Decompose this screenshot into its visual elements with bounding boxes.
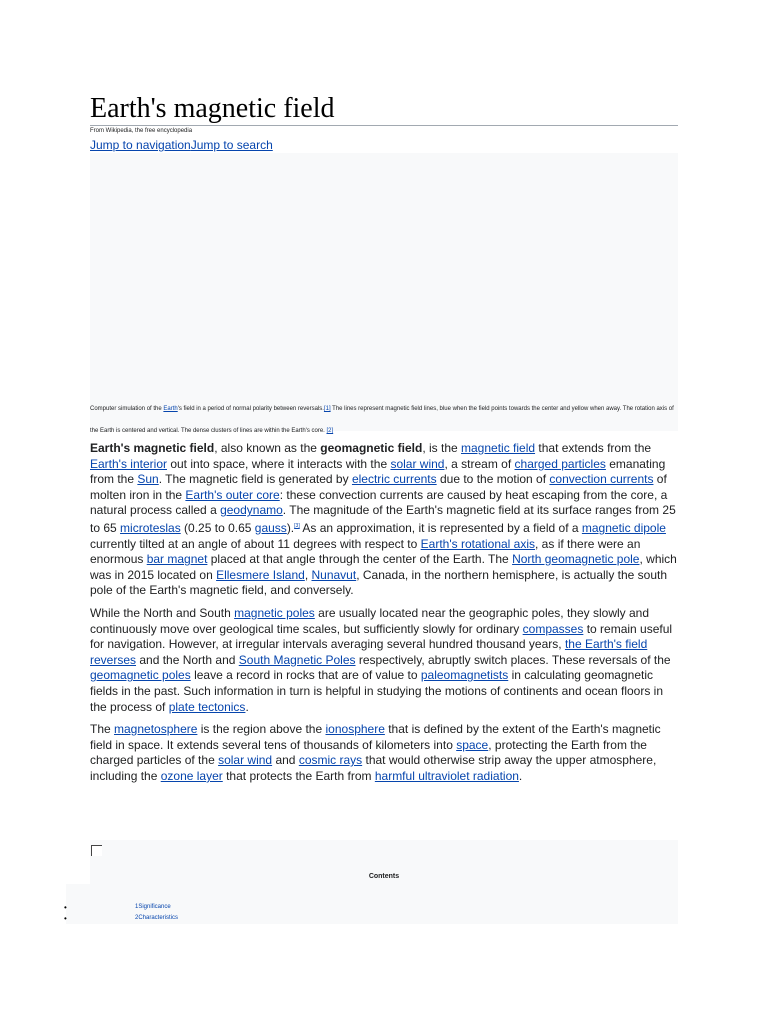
- article-body: [90, 441, 680, 791]
- link-earths-interior[interactable]: Earth's interior: [90, 456, 167, 471]
- link-magnetic-poles[interactable]: magnetic poles: [234, 605, 315, 620]
- link-microteslas[interactable]: microteslas: [120, 520, 181, 535]
- link-paleomagnetists[interactable]: paleomagnetists: [420, 668, 509, 683]
- link-harmful-uv[interactable]: harmful ultraviolet radiation: [374, 768, 519, 783]
- caption-ref-1[interactable]: [1]: [323, 406, 331, 412]
- bullet-icon: •: [64, 914, 67, 923]
- simulation-image[interactable]: [90, 153, 678, 431]
- link-plate-tectonics[interactable]: plate tectonics: [168, 699, 246, 714]
- link-geodynamo[interactable]: geodynamo: [220, 503, 283, 518]
- link-solar-wind[interactable]: solar wind: [390, 456, 445, 471]
- link-cosmic-rays[interactable]: cosmic rays: [298, 753, 363, 768]
- link-south-magnetic-poles[interactable]: South Magnetic Poles: [238, 652, 356, 667]
- paragraph-poles: While the North and South magnetic poles are usually located near the geographic poles, they slowly and continuously move over geological time scales, but sufficiently slowly for ordinary compasses to remain useful for navigation. However, at irregular intervals averaging several hundred thousand years, the Earth's field reverses and the North and South Magnetic Poles respectively, abruptly switch places. These reversals of the geomagnetic poles leave a record in rocks that are of value to paleomagnetists in calculating geomagnetic fields in the past. Such information in turn is helpful in studying the motions of continents and ocean floors in the process of plate tectonics.: [90, 605, 673, 714]
- link-bar-magnet[interactable]: bar magnet: [146, 552, 208, 567]
- jump-links: [90, 138, 273, 152]
- link-gauss[interactable]: gauss: [254, 520, 287, 535]
- caption-link-earth[interactable]: Earth: [163, 406, 178, 412]
- toc-toggle-checkbox[interactable]: [91, 845, 102, 856]
- image-caption: Computer simulation of the Earth's field in a period of normal polarity between reversals.[1] The lines represent magnetic field lines, blue when the field points towards the center and yellow when away. The rotation axis of the Earth is centered and vertical. The dense clusters of lines are within the Earth's core. [2]: [90, 406, 674, 434]
- toc-title: Contents: [368, 873, 400, 880]
- site-tagline: From Wikipedia, the free encyclopedia: [90, 128, 193, 134]
- link-rotational-axis[interactable]: Earth's rotational axis: [420, 536, 536, 551]
- toc-item-significance[interactable]: 1Significance: [135, 904, 171, 910]
- link-field-reverses[interactable]: the Earth's field reverses: [90, 637, 648, 667]
- caption-ref-2[interactable]: [2]: [326, 428, 334, 434]
- paragraph-intro: Earth's magnetic field, also known as the geomagnetic field, is the magnetic field that extends from the Earth's interior out into space, where it interacts with the solar wind, a stream of charged particles emanating from the Sun. The magnetic field is generated by electric currents due to the motion of convection currents of molten iron in the Earth's outer core: these convection currents are caused by heat escaping from the core, a natural process called a geodynamo. The magnitude of the Earth's magnetic field at its surface ranges from 25 to 65 microteslas (0.25 to 0.65 gauss).[3] As an approximation, it is represented by a field of a magnetic dipole currently tilted at an angle of about 11 degrees with respect to Earth's rotational axis, as if there were an enormous bar magnet placed at that angle through the center of the Earth. The North geomagnetic pole, which was in 2015 located on Ellesmere Island, Nunavut, Canada, in the northern hemisphere, is actually the south pole of the Earth's magnetic field, and conversely.: [90, 441, 677, 598]
- link-magnetic-dipole[interactable]: magnetic dipole: [581, 520, 666, 535]
- jump-to-navigation-link[interactable]: Jump to navigation: [90, 138, 191, 152]
- link-geomagnetic-poles[interactable]: geomagnetic poles: [90, 668, 191, 683]
- ref-3[interactable]: [3]: [294, 522, 300, 529]
- bullet-icon: •: [64, 903, 67, 912]
- link-ellesmere-island[interactable]: Ellesmere Island: [216, 567, 305, 582]
- link-solar-wind-2[interactable]: solar wind: [218, 753, 273, 768]
- link-ionosphere[interactable]: ionosphere: [325, 722, 385, 737]
- toc-item-characteristics[interactable]: 2Characteristics: [135, 915, 179, 921]
- link-nunavut[interactable]: Nunavut: [311, 567, 357, 582]
- link-compasses[interactable]: compasses: [522, 621, 584, 636]
- page-title: Earth's magnetic field: [90, 92, 678, 126]
- link-ozone-layer[interactable]: ozone layer: [160, 768, 223, 783]
- link-magnetosphere[interactable]: magnetosphere: [114, 722, 198, 737]
- jump-to-search-link[interactable]: Jump to search: [190, 138, 273, 152]
- link-sun[interactable]: Sun: [137, 472, 159, 487]
- link-magnetic-field[interactable]: magnetic field: [461, 441, 536, 455]
- link-convection-currents[interactable]: convection currents: [549, 472, 654, 487]
- link-north-geomagnetic-pole[interactable]: North geomagnetic pole: [512, 552, 640, 567]
- link-earths-outer-core[interactable]: Earth's outer core: [185, 487, 280, 502]
- link-charged-particles[interactable]: charged particles: [514, 456, 606, 471]
- paragraph-magnetosphere: The magnetosphere is the region above the ionosphere that is defined by the extent of the Earth's magnetic field in space. It extends several tens of thousands of kilometers into space, protecting the Earth from the charged particles of the solar wind and cosmic rays that would otherwise strip away the upper atmosphere, including the ozone layer that protects the Earth from harmful ultraviolet radiation.: [90, 722, 661, 783]
- link-space[interactable]: space: [456, 737, 489, 752]
- link-electric-currents[interactable]: electric currents: [351, 472, 437, 487]
